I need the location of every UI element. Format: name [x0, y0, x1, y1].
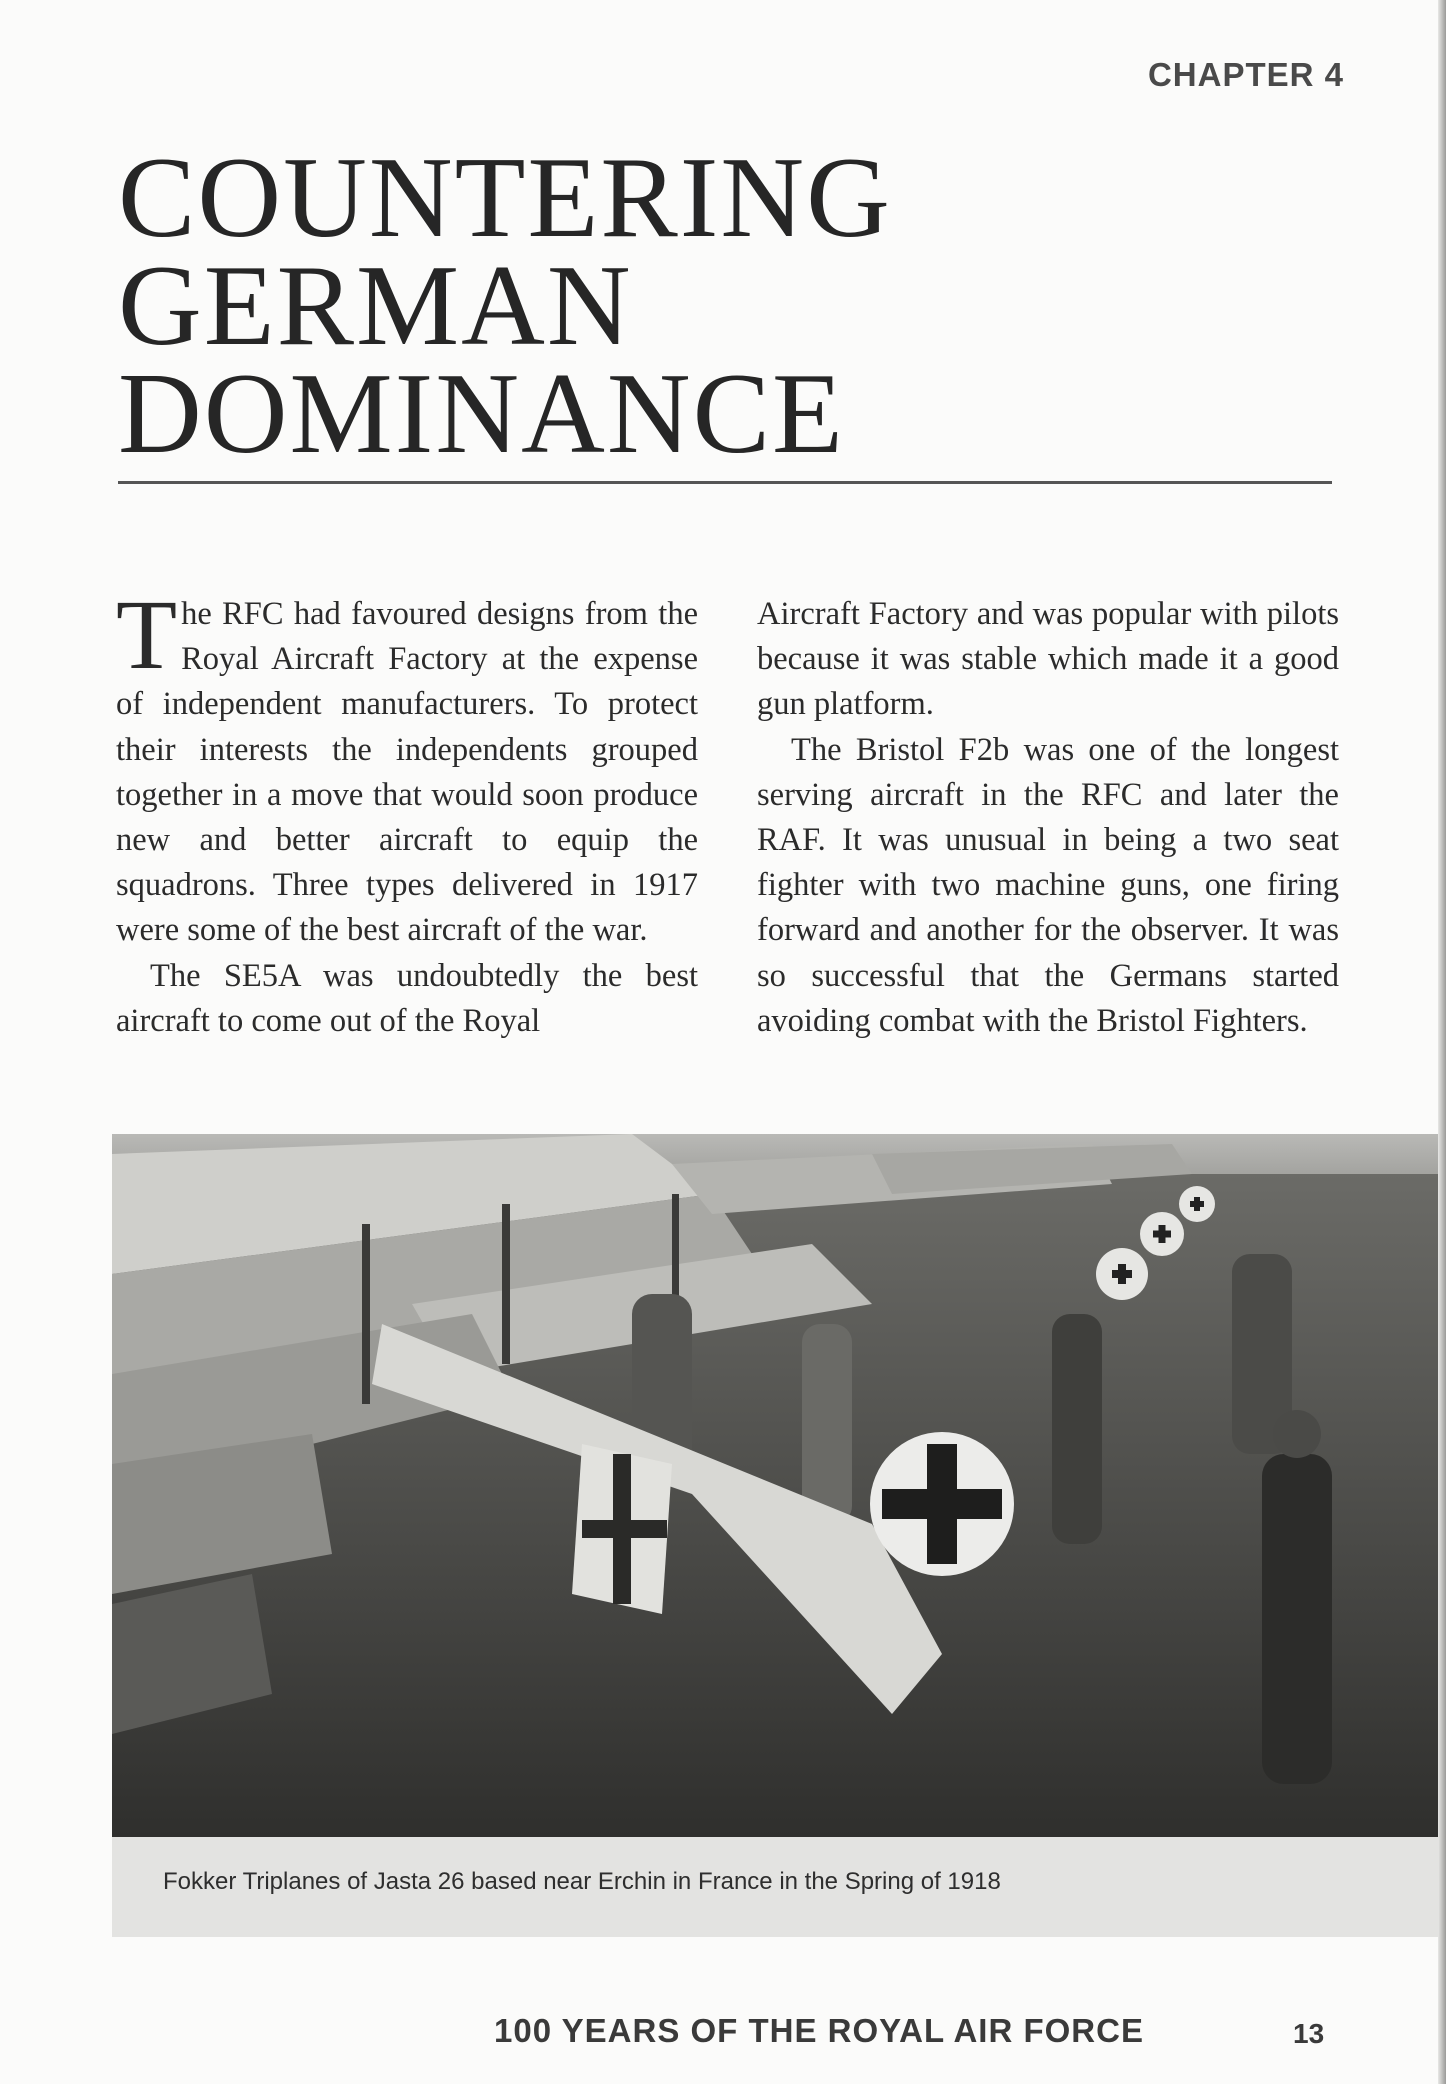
photo-illustration — [112, 1134, 1438, 1837]
body-paragraph-2: The SE5A was undoubtedly the best aircraft to come out of the Royal — [116, 957, 698, 1039]
body-paragraph-3: The Bristol F2b was one of the longest serving aircraft in the RFC and later the RAF. It was unusual in being a two seat fighter with two machine guns, one firing forward and another for the observer. It was so successful that the Germans started avoiding combat with the Bristol Fighters. — [757, 731, 1339, 1039]
body-paragraph-2-continued: Aircraft Factory and was popular with pilots because it was stable which made it a good gun platform. — [757, 596, 1339, 723]
title-line-2: GERMAN — [118, 242, 633, 370]
chapter-title — [118, 134, 1268, 478]
title-line-3: DOMINANCE — [118, 350, 845, 478]
footer-book-title: 100 YEARS OF THE ROYAL AIR FORCE — [494, 2012, 1144, 2049]
body-column-right — [757, 592, 1339, 1044]
title-divider — [118, 481, 1332, 484]
triplanes-photo — [112, 1134, 1438, 1837]
title-line-1: COUNTERING — [118, 134, 892, 262]
chapter-label: CHAPTER 4 — [1147, 56, 1344, 93]
drop-cap: T — [116, 579, 178, 690]
body-paragraph-1 — [116, 579, 698, 954]
photo-caption: Fokker Triplanes of Jasta 26 based near Erchin in France in the Spring of 1918 — [163, 1868, 1001, 1895]
paragraph-1-text: he RFC had favoured designs from the Royal Aircraft Factory at the expense of independent manufacturers. To protect their interests the independents grouped together in a move that would soon produce new and better aircraft to equip the squadrons. Three types delivered in 1917 were some of the best aircraft of the war. — [116, 596, 698, 949]
page-edge — [1438, 0, 1446, 2084]
body-column-left — [116, 579, 698, 1044]
page-number: 13 — [1293, 2018, 1325, 2049]
